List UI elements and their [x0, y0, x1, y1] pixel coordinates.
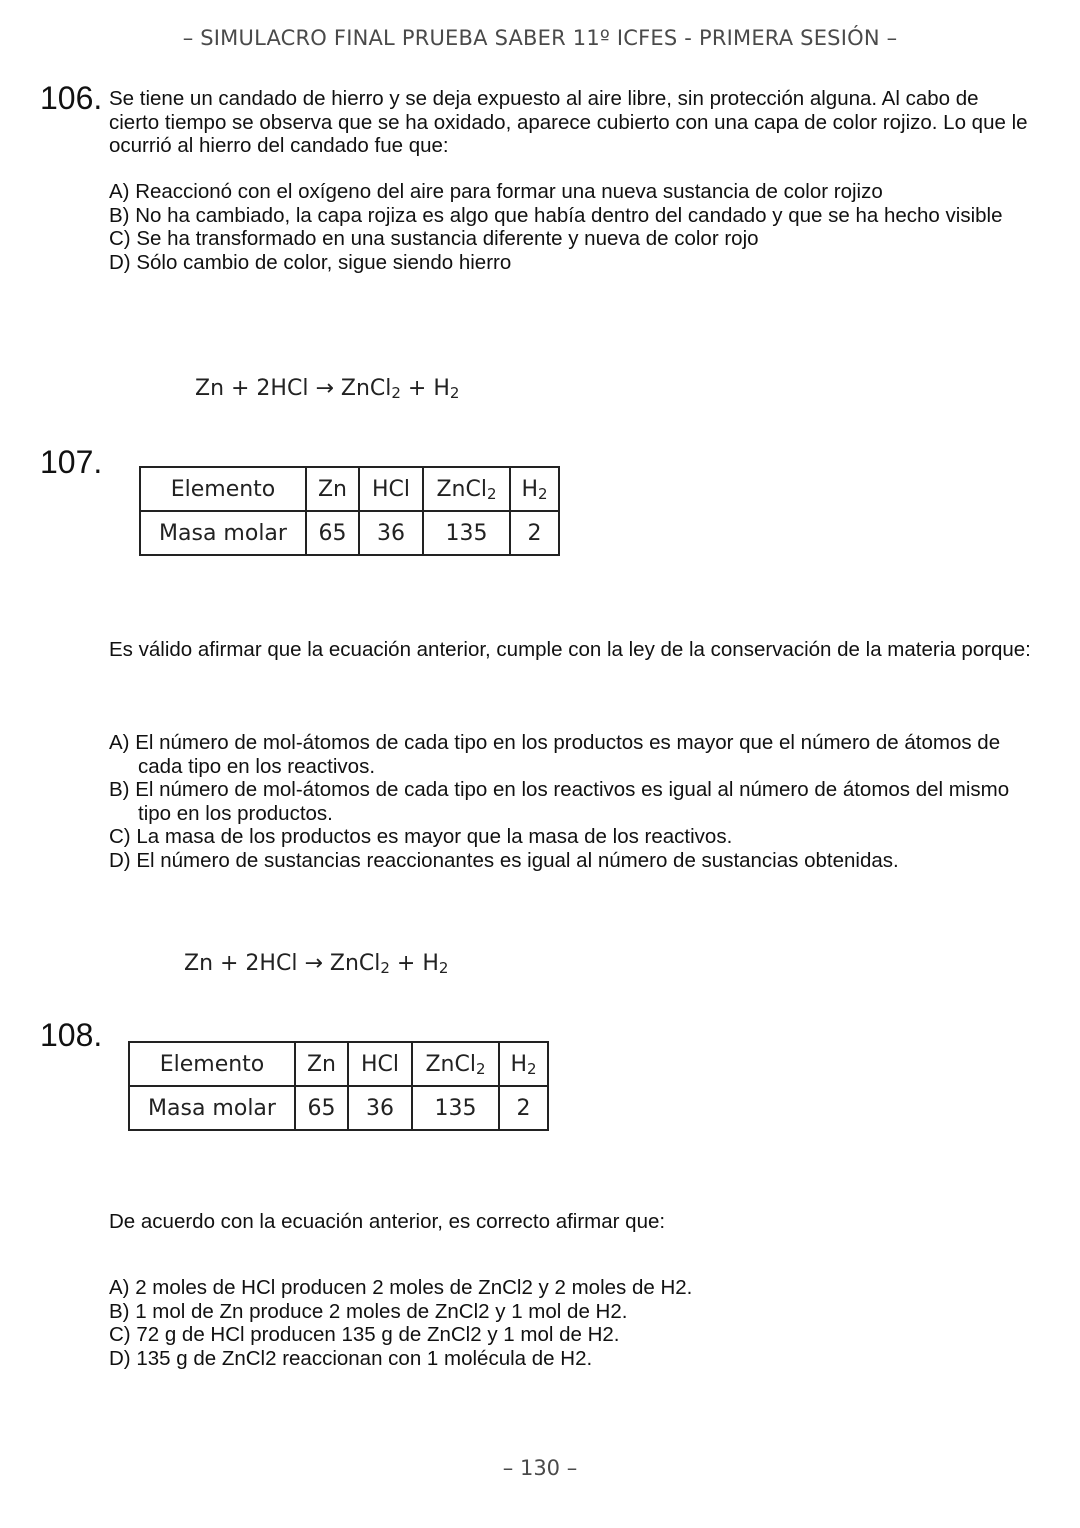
- page-number: – 130 –: [502, 1456, 578, 1480]
- chemical-equation: Zn + 2HCl → ZnCl$_2$ + $H_2$: [184, 951, 449, 977]
- header-zncl2: ZnCl$_2$: [423, 467, 510, 511]
- question-number-108: 108.: [40, 1017, 103, 1053]
- value-zn: 65: [295, 1086, 348, 1130]
- question-107-stem: Es válido afirmar que la ecuación anterior, cumple con la ley de la conservación de la materia porque:: [109, 638, 1031, 661]
- question-106-stem: Se tiene un candado de hierro y se deja expuesto al aire libre, sin protección alguna. Al cabo de cierto tiempo se observa que se ha oxidado, aparece cubierto con una capa de color rojizo. Lo que le ocurrió al hierro del candado fue que:: [109, 87, 1028, 157]
- question-107-options: [109, 731, 1034, 872]
- table-header-row: [140, 467, 559, 511]
- header-zncl2: ZnCl$_2$: [412, 1042, 499, 1086]
- header-zn: Zn: [295, 1042, 348, 1086]
- value-hcl: 36: [359, 511, 423, 555]
- option-d[interactable]: D) Sólo cambio de color, sigue siendo hierro: [109, 250, 512, 274]
- option-c[interactable]: C) 72 g de HCl producen 135 g de ZnCl2 y 1 mol de H2.: [109, 1323, 620, 1346]
- page-header: – SIMULACRO FINAL PRUEBA SABER 11º ICFES - PRIMERA SESIÓN –: [182, 26, 898, 50]
- question-108-stem: De acuerdo con la ecuación anterior, es correcto afirmar que:: [109, 1210, 666, 1233]
- header-h2: $H_2$: [499, 1042, 548, 1086]
- table-row: [140, 511, 559, 555]
- value-h2: 2: [510, 511, 559, 555]
- question-number-107: 107.: [40, 444, 103, 480]
- table-header-row: [129, 1042, 548, 1086]
- value-h2: 2: [499, 1086, 548, 1130]
- option-b[interactable]: B) No ha cambiado, la capa rojiza es algo que había dentro del candado y que se ha hecho visible: [109, 203, 1003, 227]
- table-row: [129, 1086, 548, 1130]
- value-hcl: 36: [348, 1086, 412, 1130]
- question-106-options: [109, 180, 1034, 274]
- option-b[interactable]: B) El número de mol-átomos de cada tipo en los reactivos es igual al número de átomos del mismo tipo en los productos.: [109, 778, 1010, 825]
- value-zn: 65: [306, 511, 359, 555]
- option-d[interactable]: D) El número de sustancias reaccionantes es igual al número de sustancias obtenidas.: [109, 848, 899, 872]
- molar-mass-table: [139, 466, 560, 556]
- question-number-106: 106.: [40, 80, 103, 116]
- value-zncl2: 135: [423, 511, 510, 555]
- header-element: Elemento: [129, 1042, 295, 1086]
- option-d[interactable]: D) 135 g de ZnCl2 reaccionan con 1 molécula de H2.: [109, 1346, 593, 1370]
- option-c[interactable]: C) La masa de los productos es mayor que la masa de los reactivos.: [109, 825, 733, 848]
- option-b[interactable]: B) 1 mol de Zn produce 2 moles de ZnCl2 y 1 mol de H2.: [109, 1299, 628, 1323]
- header-zn: Zn: [306, 467, 359, 511]
- question-108-options: [109, 1276, 1034, 1370]
- header-h2: $H_2$: [510, 467, 559, 511]
- header-hcl: HCl: [348, 1042, 412, 1086]
- value-zncl2: 135: [412, 1086, 499, 1130]
- header-hcl: HCl: [359, 467, 423, 511]
- row-label-molar-mass: Masa molar: [140, 511, 306, 555]
- molar-mass-table: [128, 1041, 549, 1131]
- option-a[interactable]: A) Reaccionó con el oxígeno del aire para formar una nueva sustancia de color rojizo: [109, 180, 883, 203]
- chemical-equation: Zn + 2HCl → ZnCl$_2$ + $H_2$: [195, 376, 460, 402]
- option-c[interactable]: C) Se ha transformado en una sustancia diferente y nueva de color rojo: [109, 227, 759, 250]
- option-a[interactable]: A) El número de mol-átomos de cada tipo en los productos es mayor que el número de átomos de cada tipo en los reactivos.: [109, 731, 1001, 778]
- option-a[interactable]: A) 2 moles de HCl producen 2 moles de ZnCl2 y 2 moles de H2.: [109, 1276, 693, 1299]
- row-label-molar-mass: Masa molar: [129, 1086, 295, 1130]
- header-element: Elemento: [140, 467, 306, 511]
